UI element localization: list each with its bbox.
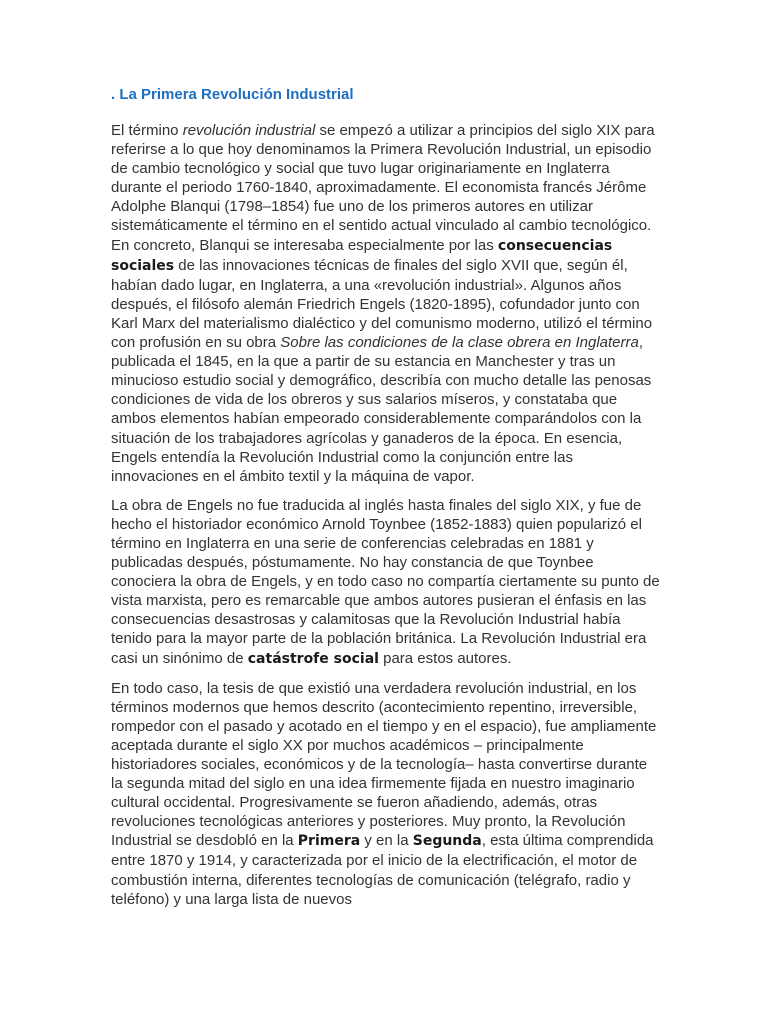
section-heading: . La Primera Revolución Industrial [111, 86, 354, 103]
text-run: , esta última comprendida entre 1870 y 1914, y caracterizada por el inicio de la electrificación, el motor de combustión interna, diferentes tecnologías de comunicación (telégrafo, radio y teléfono) y una larga lista de nuevos [111, 832, 654, 908]
italic-book-title: Sobre las condiciones de la clase obrera en Inglaterra [280, 334, 639, 352]
text-run: para estos autores. [378, 649, 512, 667]
paragraph-2 [111, 496, 661, 669]
text-run: y en la [360, 832, 413, 850]
italic-term: revolución industrial [182, 122, 316, 139]
bold-term: Primera [297, 833, 361, 850]
text-run: La obra de Engels no fue traducida al inglés hasta finales del siglo XIX, y fue de hecho el historiador económico Arnold Toynbee (1852-1883) quien popularizó el término en Inglaterra en una serie de conferencias celebradas en 1881 y publicadas después, póstumamente. No hay constancia de que Toynbee conociera la obra de Engels, y en todo caso no compartía ciertamente su punto de vista marxista, pero es remarcable que ambos autores pusieran el énfasis en las consecuencias desastrosas y calamitosas que la Revolución Industrial había tenido para la mayor parte de la población británica. La Revolución Industrial era casi un sinónimo de [111, 496, 660, 667]
paragraph-3 [111, 679, 661, 909]
text-run: El término [111, 122, 183, 139]
document-page [111, 84, 661, 919]
text-run: de las innovaciones técnicas de finales del siglo XVII que, según él, habían dado lugar, en Inglaterra, a una «revolución industrial». Algunos años después, el filósofo alemán Friedrich Engels (1820-1895), cofundador junto con Karl Marx del materialismo dialéctico y del comunismo moderno, utilizó el término con profusión en su obra [111, 256, 653, 352]
bold-term: consecuencias sociales [111, 237, 613, 274]
paragraph-1 [111, 121, 661, 486]
bold-term: catástrofe social [247, 650, 379, 667]
bold-term: Segunda [412, 833, 482, 850]
text-run: , publicada el 1845, en la que a partir de su estancia en Manchester y tras un minucioso estudio social y demográfico, describía con mucho detalle las penosas condiciones de vida de los obreros y sus salarios míseros, y constataba que ambos elementos habían empeorado considerablemente comparándolos con la situación de los trabajadores agrícolas y ganaderos de la época. En esencia, Engels entendía la Revolución Industrial como la conjunción entre las innovaciones en el ámbito textil y la máquina de vapor. [111, 334, 652, 485]
text-run: se empezó a utilizar a principios del siglo XIX para referirse a lo que hoy denominamos la Primera Revolución Industrial, un episodio de cambio tecnológico y social que tuvo lugar originariamente en Inglaterra durante el periodo 1760-1840, aproximadamente. El economista francés Jérôme Adolphe Blanqui (1798–1854) fue uno de los primeros autores en utilizar sistemáticamente el término en el sentido actual vinculado al cambio tecnológico. En concreto, Blanqui se interesaba especialmente por las [111, 122, 655, 254]
text-run: En todo caso, la tesis de que existió una verdadera revolución industrial, en los términos modernos que hemos descrito (acontecimiento repentino, irreversible, rompedor con el pasado y acotado en el tiempo y en el espacio), fue ampliamente aceptada durante el siglo XX por muchos académicos – principalmente historiadores sociales, económicos y de la tecnología– hasta convertirse durante la segunda mitad del siglo en una idea firmemente fijada en nuestro imaginario cultural occidental. Progresivamente se fueron añadiendo, además, otras revoluciones tecnológicas anteriores y posteriores. Muy pronto, la Revolución Industrial se desdobló en la [111, 679, 657, 850]
